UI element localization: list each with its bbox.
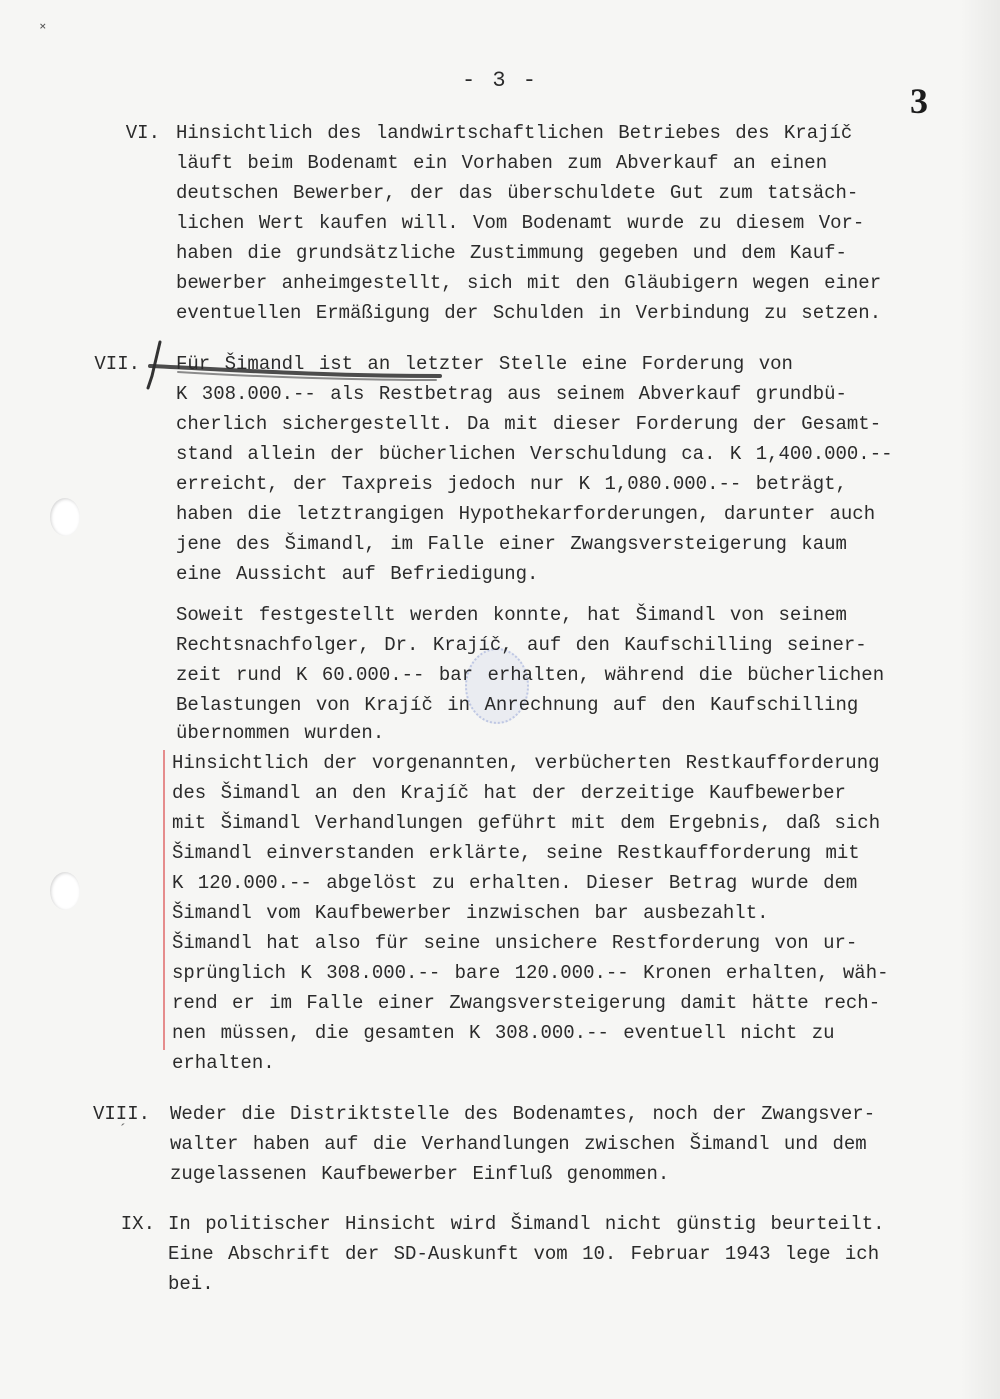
text-line: cherlich sichergestellt. Da mit dieser Forderung der Gesamt- [176, 413, 882, 435]
text-line: rend er im Falle einer Zwangsversteigerung damit hätte rech- [172, 992, 881, 1014]
text-line: Hinsichtlich des landwirtschaftlichen Betriebes des Krajíč [176, 122, 853, 144]
punch-hole-bottom [50, 872, 80, 910]
text-line: bewerber anheimgestellt, sich mit den Gläubigern wegen einer [176, 272, 882, 294]
red-margin-line [163, 750, 165, 1050]
text-line: eine Aussicht auf Befriedigung. [176, 563, 539, 585]
text-line: Hinsichtlich der vorgenannten, verbücherten Restkaufforderung [172, 752, 880, 774]
text-line: Für Šimandl ist an letzter Stelle eine Forderung von [176, 353, 793, 375]
section-numeral-vi: VI. [125, 122, 160, 144]
corner-page-number: 3 [910, 81, 928, 121]
text-line: bei. [168, 1273, 214, 1295]
text-line: eventuellen Ermäßigung der Schulden in Verbindung zu setzen. [176, 302, 882, 324]
page-number: - 3 - [461, 68, 538, 93]
text-line: haben die letztrangigen Hypothekarforderungen, darunter auch [176, 503, 876, 525]
text-line: Soweit festgestellt werden konnte, hat Šimandl von seinem [176, 604, 847, 626]
text-line: lichen Wert kaufen will. Vom Bodenamt wurde zu diesem Vor- [176, 212, 865, 234]
text-line: nen müssen, die gesamten K 308.000.-- eventuell nicht zu [172, 1022, 835, 1044]
text-line: stand allein der bücherlichen Verschuldung ca. K 1,400.000.-- [176, 443, 893, 465]
text-line: Šimandl einverstanden erklärte, seine Restkaufforderung mit [172, 842, 860, 864]
text-line: Weder die Distriktstelle des Bodenamtes, noch der Zwangsver- [170, 1103, 876, 1125]
text-line: Šimandl vom Kaufbewerber inzwischen bar ausbezahlt. [172, 902, 769, 924]
text-line: walter haben auf die Verhandlungen zwischen Šimandl und dem [170, 1133, 867, 1155]
text-line: übernommen wurden. [176, 722, 385, 744]
text-line: In politischer Hinsicht wird Šimandl nicht günstig beurteilt. [168, 1213, 885, 1235]
text-line: des Šimandl an den Krajíč hat der derzeitige Kaufbewerber [172, 782, 846, 804]
text-line: haben die grundsätzliche Zustimmung gegeben und dem Kauf- [176, 242, 847, 264]
text-line: deutschen Bewerber, der das überschuldete Gut zum tatsäch- [176, 182, 859, 204]
section-numeral-vii: VII. [94, 353, 140, 375]
margin-pencil-mark: ˟ [38, 22, 48, 40]
text-line: Eine Abschrift der SD-Auskunft vom 10. Februar 1943 lege ich [168, 1243, 880, 1265]
text-line: K 308.000.-- als Restbetrag aus seinem Abverkauf grundbü- [176, 383, 847, 405]
punch-hole-top [50, 498, 80, 536]
text-line: mit Šimandl Verhandlungen geführt mit dem Ergebnis, daß sich [172, 812, 881, 834]
text-line: zugelassenen Kaufbewerber Einfluß genommen. [170, 1163, 670, 1185]
text-line: läuft beim Bodenamt ein Vorhaben zum Abverkauf an einen [176, 152, 828, 174]
text-line: sprünglich K 308.000.-- bare 120.000.-- Kronen erhalten, wäh- [172, 962, 889, 984]
text-line: Šimandl hat also für seine unsichere Restforderung von ur- [172, 932, 858, 954]
text-line: Rechtsnachfolger, Dr. Krajíč, auf den Kaufschilling seiner- [176, 634, 867, 656]
margin-tick-mark: ´ [118, 1122, 128, 1140]
text-line: jene des Šimandl, im Falle einer Zwangsversteigerung kaum [176, 533, 847, 555]
text-line: K 120.000.-- abgelöst zu erhalten. Dieser Betrag wurde dem [172, 872, 858, 894]
section-numeral-ix: IX. [120, 1213, 155, 1235]
page-edge-shadow [960, 0, 1000, 1399]
section-numeral-viii: VIII. [92, 1103, 150, 1125]
text-line: erreicht, der Taxpreis jedoch nur K 1,080.000.-- beträgt, [176, 473, 847, 495]
text-line: Belastungen von Krajíč in Anrechnung auf den Kaufschilling [176, 694, 859, 716]
text-line: erhalten. [172, 1052, 275, 1074]
text-line: zeit rund K 60.000.-- bar erhalten, während die bücherlichen [176, 664, 885, 686]
